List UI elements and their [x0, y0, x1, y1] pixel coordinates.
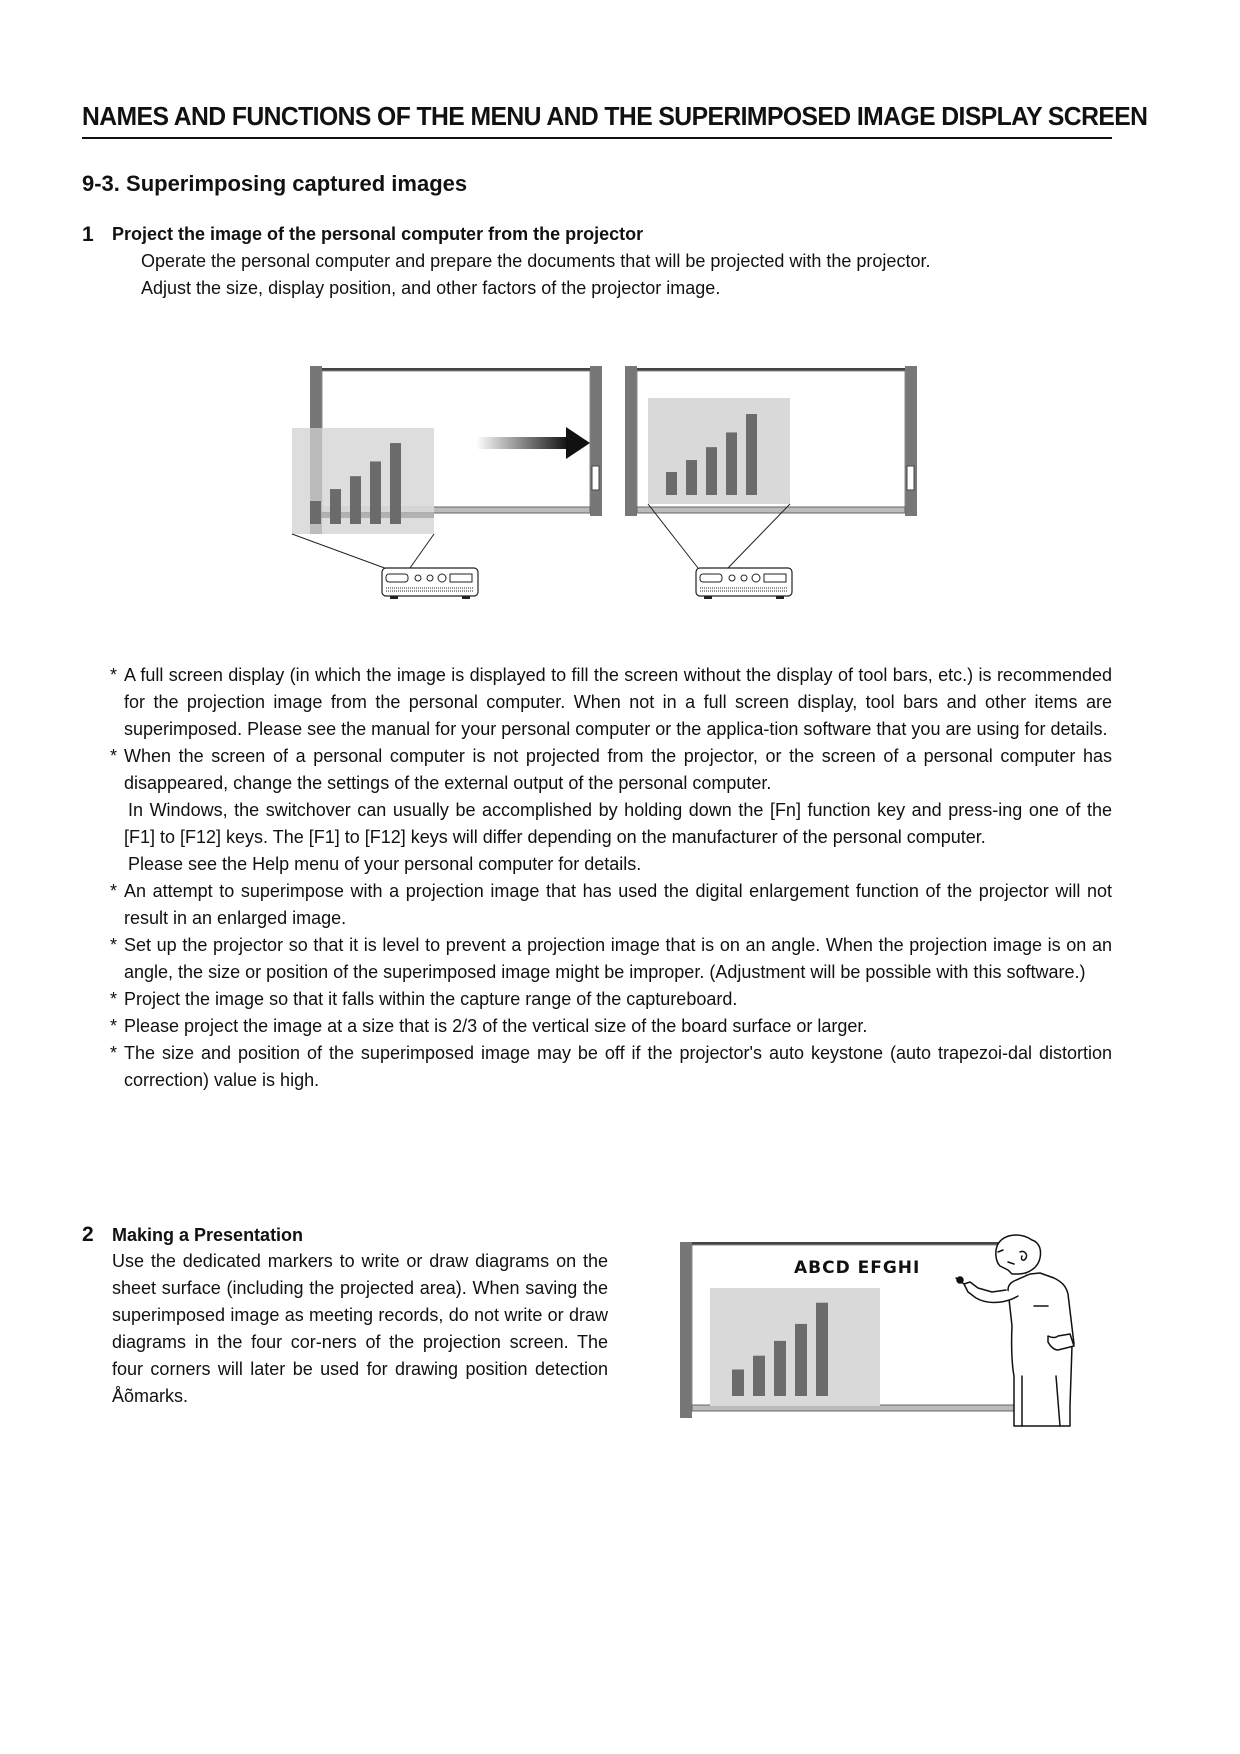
- bar: [706, 447, 717, 495]
- step1-body: [141, 248, 1111, 302]
- bar: [746, 414, 757, 495]
- bar: [686, 460, 697, 495]
- board: [680, 1242, 1026, 1418]
- section-title: 9-3. Superimposing captured images: [82, 171, 468, 196]
- note-item: * An attempt to superimpose with a projection image that has used the digital enlargement function of the projector will not result in an enlarged image.: [110, 878, 1112, 932]
- step1-line-1: Operate the personal computer and prepare the documents that will be projected with the projector.: [141, 251, 931, 271]
- page-header: [82, 100, 1148, 139]
- bar: [390, 443, 401, 524]
- page-title: NAMES AND FUNCTIONS OF THE MENU AND THE SUPERIMPOSED IMAGE DISPLAY SCREEN: [82, 101, 1148, 131]
- note-item: * When the screen of a personal computer is not projected from the projector, or the screen of a personal computer has disappeared, change the settings of the external output of the personal computer. In Windows, the switchover can usually be accomplished by holding down the [Fn] function key and press-ing one of the [F1] to [F12] keys. The [F1] to [F12] keys will differ depending on the manufacturer of the personal computer. Please see the Help menu of your personal computer for details.: [110, 743, 1112, 878]
- note-item: * A full screen display (in which the image is displayed to fill the screen without the display of tool bars, etc.) is recommended for the projection image from the personal computer. When not in a full screen display, tool bars and other items are superimposed. Please see the manual for your personal computer or the applica-tion software that you are using for details.: [110, 662, 1112, 743]
- bar: [816, 1303, 828, 1396]
- note-item: * Please project the image at a size that is 2/3 of the vertical size of the board surface or larger.: [110, 1013, 1112, 1040]
- bar: [666, 472, 677, 495]
- step2-title: Making a Presentation: [112, 1225, 304, 1245]
- step2-body: Use the dedicated markers to write or draw diagrams on the sheet surface (including the projected area). When saving the superimposed image as meeting records, do not write or draw diagrams in the four cor-ners of the projection screen. The four corners will later be used for drawing position detection Åõmarks.: [112, 1251, 608, 1406]
- step2-number: 2: [82, 1223, 94, 1246]
- note-item: * The size and position of the superimposed image may be off if the projector's auto keystone (auto trapezoi-dal distortion correction) value is high.: [110, 1040, 1112, 1094]
- bar: [753, 1356, 765, 1396]
- projector-icon: [382, 568, 478, 599]
- bar: [310, 501, 321, 524]
- bar: [732, 1370, 744, 1397]
- projector-icon: [696, 568, 792, 599]
- note-item: * Project the image so that it falls within the capture range of the captureboard.: [110, 986, 1112, 1013]
- step1-number: 1: [82, 223, 94, 246]
- presentation-figure: [678, 1226, 1088, 1436]
- bar: [370, 461, 381, 524]
- header-rule: [82, 137, 1112, 139]
- bar: [350, 476, 361, 524]
- bar: [774, 1341, 786, 1396]
- board-after: [625, 366, 917, 516]
- bar: [330, 489, 341, 524]
- board-before: [292, 366, 602, 534]
- board-handwriting: ABCD EFGHI: [794, 1258, 921, 1278]
- step1-title: Project the image of the personal computer from the projector: [112, 224, 644, 244]
- notes-list: [110, 662, 1112, 1094]
- projection-adjust-figure: [280, 358, 920, 608]
- step1-line-2: Adjust the size, display position, and other factors of the projector image.: [141, 278, 721, 298]
- bar: [726, 432, 737, 495]
- bar: [795, 1324, 807, 1396]
- note-item: * Set up the projector so that it is level to prevent a projection image that is on an angle. When the projection image is on an angle, the size or position of the superimposed image might be improper. (Adjustment will be possible with this software.): [110, 932, 1112, 986]
